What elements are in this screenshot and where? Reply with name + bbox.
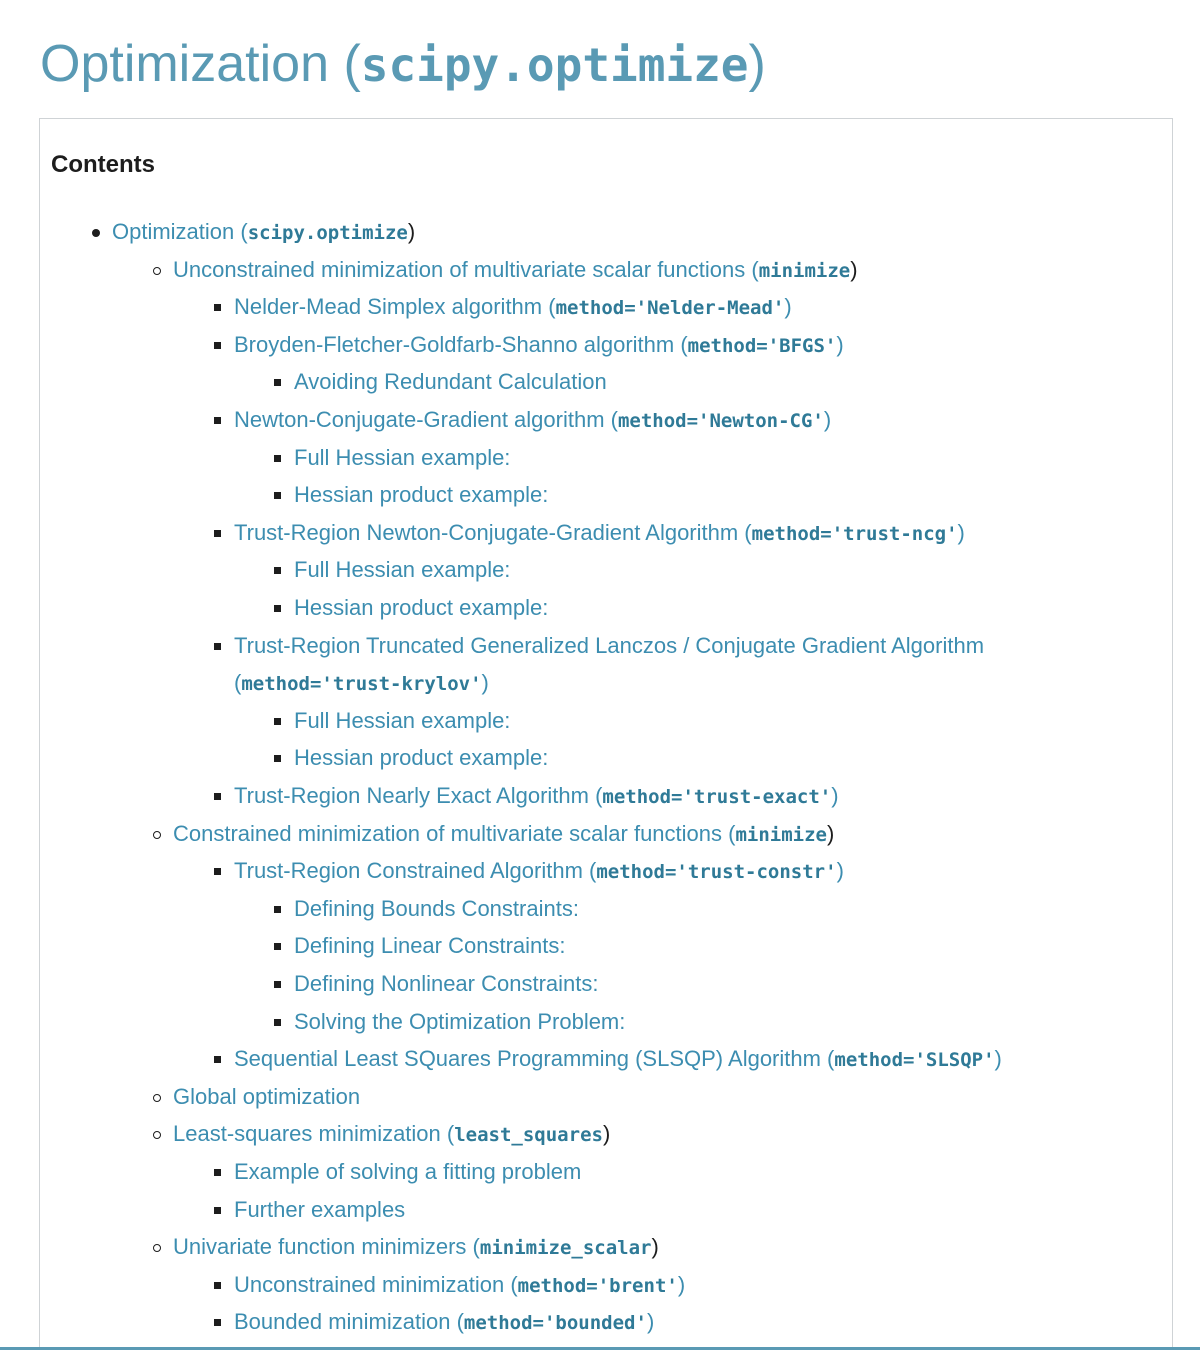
- toc-link-close: ): [826, 821, 835, 846]
- bullet-icon: [274, 455, 281, 462]
- toc-link-code: method='trust-krylov': [241, 673, 482, 695]
- bullet-icon: [214, 530, 221, 537]
- bullet-icon: [153, 1131, 161, 1139]
- toc-row: [294, 931, 565, 961]
- bullet-icon: [153, 1244, 161, 1252]
- toc-link-close: ): [836, 858, 844, 883]
- bullet-icon: [274, 718, 281, 725]
- toc-link[interactable]: [234, 1309, 654, 1334]
- toc-link[interactable]: [234, 520, 965, 545]
- toc-link-code: method='SLSQP': [834, 1049, 995, 1071]
- toc-link-text: Full Hessian example:: [294, 445, 511, 470]
- toc-row: [173, 255, 858, 286]
- toc-link-text: Trust-Region Nearly Exact Algorithm (: [234, 783, 603, 808]
- toc-link-text: Nelder-Mead Simplex algorithm (: [234, 294, 556, 319]
- toc-link-close: ): [677, 1272, 686, 1297]
- toc-link-close: ): [850, 257, 858, 282]
- toc-link[interactable]: [173, 821, 827, 846]
- bullet-icon: [92, 229, 100, 237]
- toc-link[interactable]: [234, 1159, 581, 1184]
- toc-link-text: Defining Linear Constraints:: [294, 933, 566, 958]
- toc-link-close: ): [957, 520, 965, 545]
- toc-row: [294, 743, 548, 773]
- contents-heading: Contents: [51, 151, 155, 178]
- toc-link-text: Broyden-Fletcher-Goldfarb-Shanno algorithm (: [234, 332, 688, 357]
- toc-link-text: Bounded minimization (: [234, 1309, 464, 1334]
- toc-row: [173, 1119, 610, 1150]
- bullet-icon: [214, 793, 221, 800]
- toc-link-code: method='Newton-CG': [617, 410, 824, 432]
- toc-row: [234, 1157, 581, 1187]
- toc-link[interactable]: [112, 219, 408, 244]
- page-title-close: ): [748, 35, 766, 93]
- toc-link-text: Hessian product example:: [294, 745, 549, 770]
- bullet-icon: [274, 981, 281, 988]
- toc-link-text: Avoiding Redundant Calculation: [294, 369, 607, 394]
- page-title: [40, 28, 766, 101]
- bullet-icon: [153, 831, 161, 839]
- toc-row: [234, 1195, 405, 1225]
- toc-link[interactable]: [234, 294, 792, 319]
- toc-row: [294, 593, 548, 623]
- toc-row: [294, 969, 599, 999]
- toc-link[interactable]: [294, 1009, 625, 1034]
- toc-link-text: Full Hessian example:: [294, 557, 511, 582]
- toc-row: [234, 518, 965, 549]
- toc-link-text: Trust-Region Truncated Generalized Lanczos / Conjugate Gradient Algorithm: [234, 633, 985, 658]
- bullet-icon: [214, 417, 221, 424]
- toc-link-text: Unconstrained minimization (: [234, 1272, 518, 1297]
- toc-link-code: method='BFGS': [687, 335, 837, 357]
- toc-link-close: ): [836, 332, 844, 357]
- toc-link[interactable]: [234, 1272, 685, 1297]
- toc-link-text: Example of solving a fitting problem: [234, 1159, 582, 1184]
- toc-row: [234, 668, 489, 699]
- toc-row: [294, 894, 579, 924]
- toc-link-code: scipy.optimize: [247, 222, 408, 244]
- toc-link-text: Global optimization: [173, 1084, 361, 1109]
- toc-row: [173, 819, 834, 850]
- toc-link-code: method='brent': [517, 1275, 678, 1297]
- toc-row: [234, 1307, 654, 1338]
- toc-link-text: Least-squares minimization (: [173, 1121, 455, 1146]
- toc-link-text: Hessian product example:: [294, 595, 549, 620]
- toc-link[interactable]: [294, 708, 510, 733]
- toc-link-code: method='Nelder-Mead': [555, 297, 785, 319]
- toc-row: [234, 292, 792, 323]
- toc-link-close: ): [407, 219, 416, 244]
- toc-link-code: minimize_scalar: [479, 1237, 652, 1259]
- bullet-icon: [153, 1094, 161, 1102]
- toc-link-text: Defining Bounds Constraints:: [294, 896, 579, 921]
- toc-link-text: Sequential Least SQuares Programming (SLSQP) Algorithm (: [234, 1046, 835, 1071]
- toc-link-close: ): [481, 670, 489, 695]
- toc-link-text: Further examples: [234, 1197, 406, 1222]
- toc-link-code: method='trust-constr': [596, 861, 837, 883]
- bullet-icon: [274, 379, 281, 386]
- toc-link[interactable]: [294, 896, 579, 921]
- toc-row: [112, 217, 415, 248]
- bullet-icon: [214, 1282, 221, 1289]
- bullet-icon: [214, 1056, 221, 1063]
- bullet-icon: [274, 1019, 281, 1026]
- page-title-text: Optimization (: [40, 35, 361, 93]
- bullet-icon: [274, 943, 281, 950]
- toc-link-text: Trust-Region Constrained Algorithm (: [234, 858, 597, 883]
- toc-link[interactable]: [294, 595, 548, 620]
- toc-link-text: Defining Nonlinear Constraints:: [294, 971, 599, 996]
- toc-link-text: Univariate function minimizers (: [173, 1234, 480, 1259]
- bullet-icon: [274, 755, 281, 762]
- bullet-icon: [153, 267, 161, 275]
- toc-link-code: least_squares: [454, 1124, 603, 1146]
- toc-link[interactable]: [234, 1046, 1002, 1071]
- toc-link[interactable]: [294, 557, 510, 582]
- toc-link[interactable]: [234, 858, 844, 883]
- toc-row: [294, 443, 510, 473]
- toc-link-text: Newton-Conjugate-Gradient algorithm (: [234, 407, 618, 432]
- toc-link[interactable]: [294, 482, 548, 507]
- toc-row: [234, 631, 984, 661]
- toc-link[interactable]: [234, 670, 489, 695]
- toc-link[interactable]: [294, 933, 565, 958]
- toc-link-code: method='trust-exact': [602, 786, 832, 808]
- toc-link[interactable]: [173, 1084, 360, 1109]
- bullet-icon: [274, 605, 281, 612]
- toc-row: [234, 1044, 1002, 1075]
- toc-link-close: ): [994, 1046, 1002, 1071]
- bullet-icon: [214, 1169, 221, 1176]
- bullet-icon: [214, 1319, 221, 1326]
- page-title-code: scipy.optimize: [360, 38, 749, 92]
- toc-link[interactable]: [173, 1234, 651, 1259]
- toc-link[interactable]: [234, 783, 839, 808]
- toc-link-text: Constrained minimization of multivariate scalar functions (: [173, 821, 736, 846]
- toc-link[interactable]: [234, 633, 984, 658]
- toc-link-close: ): [646, 1309, 655, 1334]
- toc-link-close: ): [831, 783, 839, 808]
- toc-link-close: ): [602, 1121, 611, 1146]
- toc-link-code: minimize: [758, 260, 851, 282]
- toc-link-text: Hessian product example:: [294, 482, 549, 507]
- bullet-icon: [214, 643, 221, 650]
- toc-link[interactable]: [173, 1121, 603, 1146]
- toc-row: [234, 330, 844, 361]
- toc-link[interactable]: [173, 257, 850, 282]
- contents-box: [39, 118, 1173, 1350]
- bullet-icon: [214, 304, 221, 311]
- toc-row: [173, 1232, 659, 1263]
- toc-link[interactable]: [294, 745, 548, 770]
- toc-link-text: Full Hessian example:: [294, 708, 511, 733]
- toc-link[interactable]: [294, 445, 510, 470]
- bullet-icon: [274, 906, 281, 913]
- toc-link[interactable]: [234, 332, 844, 357]
- bullet-icon: [214, 342, 221, 349]
- toc-link-text: Solving the Optimization Problem:: [294, 1009, 626, 1034]
- bullet-icon: [274, 567, 281, 574]
- toc-link-text: (: [234, 670, 242, 695]
- toc-row: [234, 781, 839, 812]
- toc-link[interactable]: [234, 1197, 405, 1222]
- toc-link[interactable]: [294, 971, 599, 996]
- toc-link-close: ): [784, 294, 792, 319]
- toc-row: [234, 1270, 685, 1301]
- toc-link-code: minimize: [735, 824, 827, 846]
- toc-row: [294, 706, 510, 736]
- toc-link-text: Unconstrained minimization of multivariate scalar functions (: [173, 257, 759, 282]
- toc-row: [294, 367, 607, 397]
- toc-link-code: method='bounded': [463, 1312, 647, 1334]
- toc-row: [294, 480, 548, 510]
- toc-link-text: Trust-Region Newton-Conjugate-Gradient Algorithm (: [234, 520, 752, 545]
- toc-link-close: ): [651, 1234, 659, 1259]
- toc-row: [234, 856, 844, 887]
- toc-link-close: ): [823, 407, 832, 432]
- toc-row: [234, 405, 831, 436]
- toc-row: [294, 555, 510, 585]
- toc-row: [294, 1007, 625, 1037]
- toc-link[interactable]: [294, 369, 607, 394]
- bullet-icon: [214, 868, 221, 875]
- toc-row: [173, 1082, 360, 1112]
- toc-link[interactable]: [234, 407, 831, 432]
- toc-link-text: Optimization (: [112, 219, 248, 244]
- bullet-icon: [274, 492, 281, 499]
- bullet-icon: [214, 1207, 221, 1214]
- toc-link-code: method='trust-ncg': [751, 523, 958, 545]
